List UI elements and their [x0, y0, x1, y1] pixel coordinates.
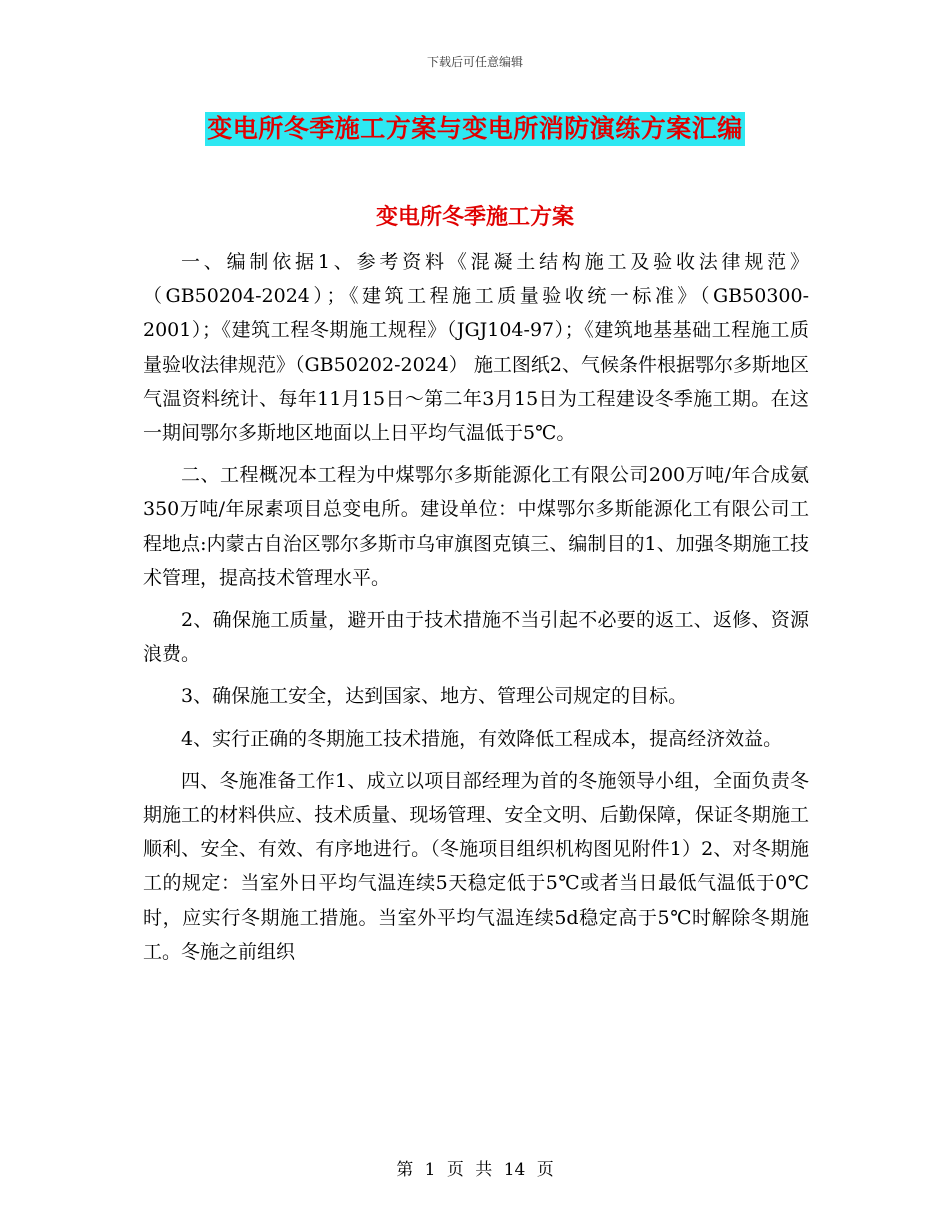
paragraph: 一、编制依据1、参考资料《混凝土结构施工及验收法律规范》（GB50204-2024）；《建筑工程施工质量验收统一标准》（GB50300-2001）；《建筑工程冬期施工规程》（JGJ104-97）；《建筑地基基础工程施工质量验收法律规范》（GB50202-2024） 施工图纸2、气候条件根据鄂尔多斯地区气温资料统计、每年11月15日～第二年3月15日为工程建设冬季施工期。在这一期间鄂尔多斯地区地面以上日平均气温低于5℃。 — [143, 251, 809, 445]
footer-total-unit: 页 — [536, 1160, 554, 1180]
paragraph: 2、确保施工质量，避开由于技术措施不当引起不必要的返工、返修、资源浪费。 — [143, 609, 809, 666]
current-page-number: 1 — [424, 1160, 436, 1180]
footer-total-prefix: 共 — [475, 1160, 493, 1180]
page-header: 下载后可任意编辑 — [426, 55, 523, 69]
footer-page-unit: 页 — [446, 1160, 464, 1180]
page-footer — [0, 1155, 950, 1180]
paragraph: 二、工程概况本工程为中煤鄂尔多斯能源化工有限公司200万吨/年合成氨350万吨/年尿素项目总变电所。建设单位：中煤鄂尔多斯能源化工有限公司工程地点:内蒙古自治区鄂尔多斯市乌审旗图克镇三、编制目的1、加强冬期施工技术管理，提高技术管理水平。 — [143, 464, 809, 589]
total-page-count: 14 — [503, 1160, 526, 1180]
section-title: 变电所冬季施工方案 — [375, 204, 574, 230]
paragraph: 3、确保施工安全，达到国家、地方、管理公司规定的目标。 — [181, 685, 688, 708]
document-body — [143, 245, 809, 977]
document-title: 变电所冬季施工方案与变电所消防演练方案汇编 — [205, 112, 745, 146]
paragraph: 四、冬施准备工作1、成立以项目部经理为首的冬施领导小组，全面负责冬期施工的材料供应、技术质量、现场管理、安全文明、后勤保障，保证冬期施工顺利、安全、有效、有序地进行。（冬施项目组织机构图见附件1）2、对冬期施工的规定：当室外日平均气温连续5天稳定低于5℃或者当日最低气温低于0℃时，应实行冬期施工措施。当室外平均气温连续5d稳定高于5℃时解除冬期施工。冬施之前组织 — [143, 769, 809, 963]
footer-prefix: 第 — [396, 1160, 414, 1180]
document-title-container — [0, 112, 950, 146]
paragraph: 4、实行正确的冬期施工技术措施，有效降低工程成本，提高经济效益。 — [181, 727, 783, 750]
